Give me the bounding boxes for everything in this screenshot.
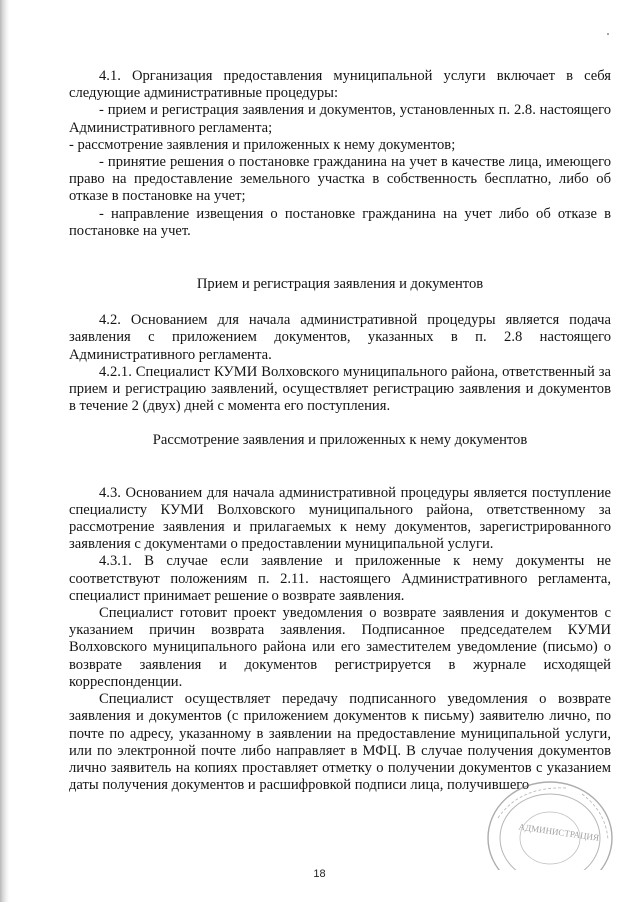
official-stamp [470, 778, 616, 870]
paragraph-4-1: 4.1. Организация предоставления муниципальной услуги включает в себя следующие административные процедуры: [69, 68, 611, 102]
paragraph-delivery: Специалист осуществляет передачу подписанного уведомления о возврате заявления и документов (с приложением документов к письму) заявителю лично, по почте по адресу, указанному в заявлении на предоставление муниципальной услуги, или по электронной почте либо направляет в МФЦ. В случае получения документов лично заявитель на копиях проставляет отметку о получении документов с указанием даты получения документов и расшифровкой подписи лица, получившего [69, 691, 611, 794]
stamp-text: АДМИНИСТРАЦИЯ [518, 821, 600, 843]
list-item-notification: - направление извещения о постановке гражданина на учет либо об отказе в постановке на учет. [69, 205, 611, 239]
paragraph-return-notice: Специалист готовит проект уведомления о возврате заявления и документов с указанием причин возврата заявления. Подписанное председателем КУМИ Волховского муниципального района или его заместителем уведомление (письмо) о возврате заявления и документов регистрируется в журнале исходящей корреспонденции. [69, 605, 611, 690]
section-heading-reception: Прием и регистрация заявления и документов [196, 276, 484, 293]
paragraph-4-2: 4.2. Основанием для начала административной процедуры является подача заявления с приложением документов, указанных в п. 2.8 настоящего Административного регламента. [69, 312, 611, 363]
paragraph-4-3: 4.3. Основанием для начала административной процедуры является поступление специалисту КУМИ Волховского муниципального района, ответственному за рассмотрение заявления и прилагаемых к нему документов, зарегистрированного заявления с документами о предоставлении муниципальной услуги. [69, 484, 611, 553]
scan-edge-shadow [0, 0, 9, 902]
list-item-reception: - прием и регистрация заявления и документов, установленных п. 2.8. настоящего Административного регламента; [69, 102, 611, 136]
section-heading-review: Рассмотрение заявления и приложенных к нему документов [152, 432, 528, 449]
scan-speck [607, 33, 609, 35]
list-item-review: - рассмотрение заявления и приложенных к нему документов; [69, 136, 456, 153]
document-body [69, 68, 611, 794]
paragraph-4-2-1: 4.2.1. Специалист КУМИ Волховского муниципального района, ответственный за прием и регистрацию заявлений, осуществляет регистрацию заявления и документов в течение 2 (двух) дней с момента его поступления. [69, 363, 611, 415]
page-number: 18 [313, 868, 326, 880]
paragraph-4-3-1: 4.3.1. В случае если заявление и приложенные к нему документы не соответствуют положениям п. 2.11. настоящего Административного регламента, специалист принимает решение о возврате заявления. [69, 553, 611, 604]
list-item-decision: - принятие решения о постановке гражданина на учет в качестве лица, имеющего право на предоставление земельного участка в собственность бесплатно, либо об отказе в постановке на учет; [69, 154, 611, 205]
